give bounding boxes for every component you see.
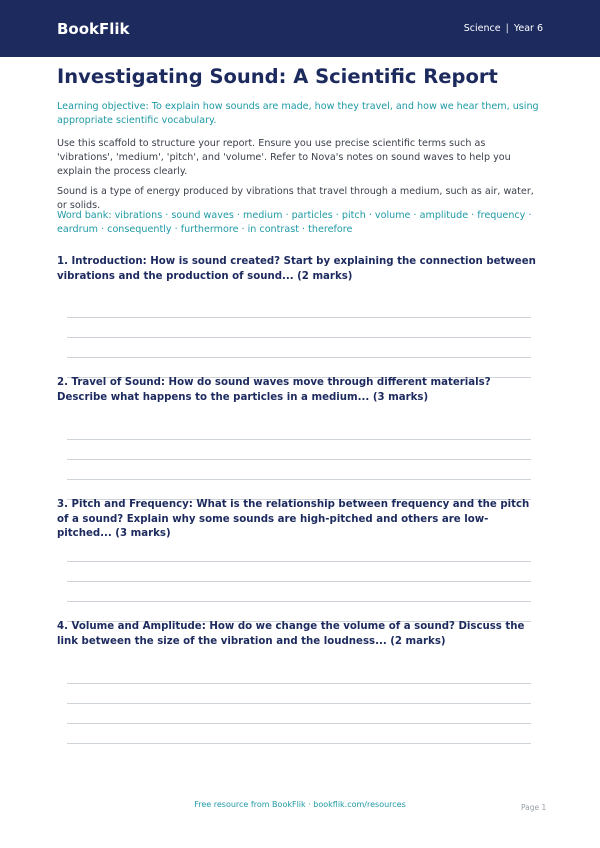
answer-line[interactable] [67,601,531,602]
question-2: 2. Travel of Sound: How do sound waves move through different materials? Describe what happens to the particles in a medium... (3 marks) [57,377,491,403]
subject-label: Science [463,23,501,34]
question-3: 3. Pitch and Frequency: What is the relationship between frequency and the pitch of a sound? Explain why some sounds are high-pitched and others are low-pitched... (3 marks) [57,499,530,539]
answer-line[interactable] [67,317,531,318]
page-title: Investigating Sound: A Scientific Report [57,65,498,88]
answer-line[interactable] [67,723,531,724]
question-4: 4. Volume and Amplitude: How do we change the volume of a sound? Discuss the link between the size of the vibration and the loudness... (2 marks) [57,621,525,647]
word-bank: Word bank: vibrations · sound waves · medium · particles · pitch · volume · amplitude · frequency · eardrum · consequently · furthermore · in contrast · therefore [57,210,532,235]
header-bar [0,0,600,57]
definition-text: Sound is a type of energy produced by vibrations that travel through a medium, such as air, water, or solids. [57,186,534,211]
answer-line[interactable] [67,683,531,684]
answer-line[interactable] [67,703,531,704]
question-1: 1. Introduction: How is sound created? Start by explaining the connection between vibrations and the production of sound... (2 marks) [57,256,536,282]
meta-separator: | [505,23,509,34]
subject-year [464,23,543,34]
answer-line[interactable] [67,581,531,582]
answer-line[interactable] [67,479,531,480]
answer-line[interactable] [67,459,531,460]
learning-objective: Learning objective: To explain how sounds are made, how they travel, and how we hear them, using appropriate scientific vocabulary. [57,101,539,126]
answer-line[interactable] [67,561,531,562]
brand-logo: BookFlik [57,19,130,38]
answer-line[interactable] [67,439,531,440]
answer-line[interactable] [67,743,531,744]
page-number: Page 1 [521,803,547,812]
footer-credit[interactable]: Free resource from BookFlik · bookflik.com/resources [194,800,406,809]
answer-line[interactable] [67,357,531,358]
answer-line[interactable] [67,337,531,338]
year-label: Year 6 [513,23,543,34]
instructions-text: Use this scaffold to structure your report. Ensure you use precise scientific terms such as 'vibrations', 'medium', 'pitch', and 'volume'. Refer to Nova's notes on sound waves to help you explain the process clearly. [57,138,511,177]
